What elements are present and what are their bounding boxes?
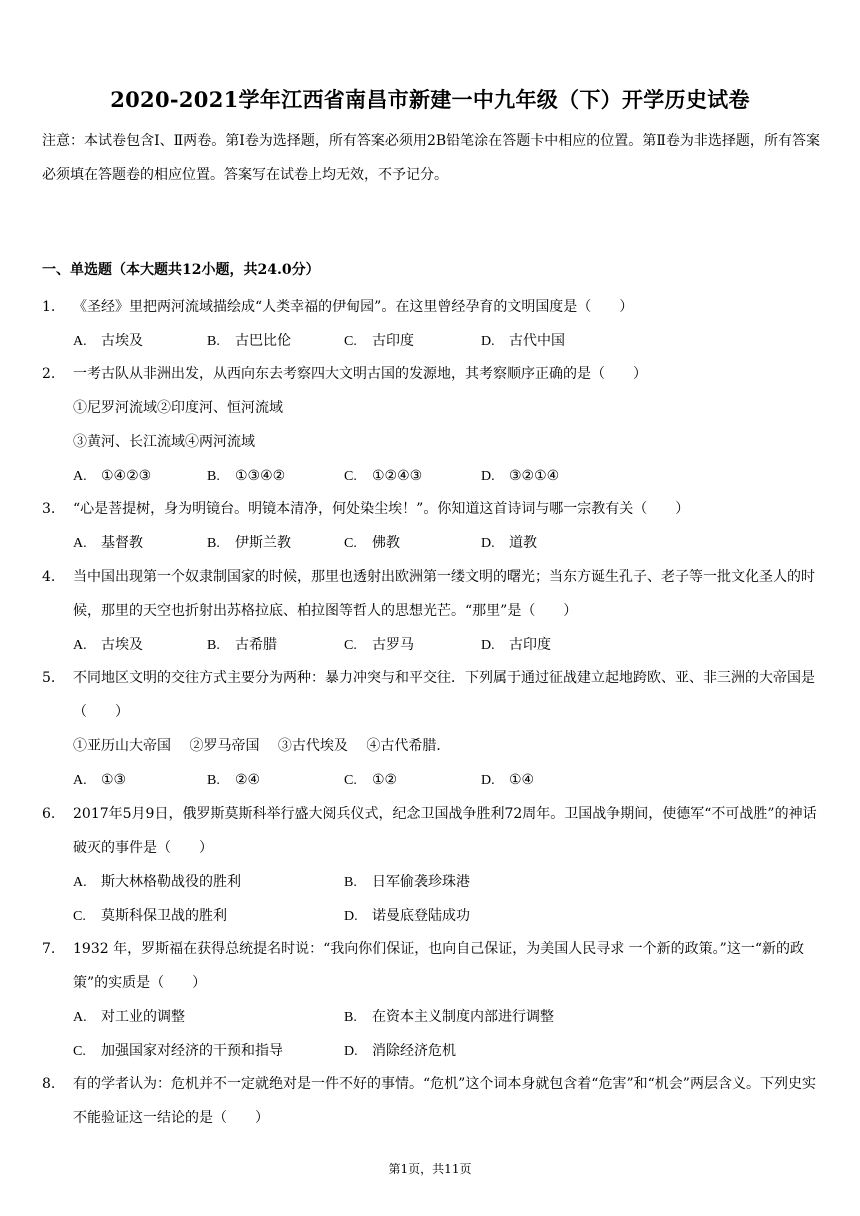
question-3 xyxy=(42,492,820,560)
question-number: 1. xyxy=(42,299,56,315)
page-footer: 第1页，共11页 xyxy=(388,1162,472,1176)
options-row xyxy=(42,628,820,662)
option-a: A. 古埃及 xyxy=(73,333,143,349)
question-stem: “心是菩提树，身为明镜台。明镜本清净，何处染尘埃！”。你知道这首诗词与哪一宗教有关（ ） xyxy=(73,501,690,517)
option-c: C. 莫斯科保卫战的胜利 xyxy=(73,908,227,924)
question-number: 4. xyxy=(42,569,56,585)
question-number: 6. xyxy=(42,806,56,822)
options-row xyxy=(42,324,820,358)
question-number: 8. xyxy=(42,1076,56,1092)
question-5 xyxy=(42,661,820,797)
question-2 xyxy=(42,357,820,493)
question-number: 3. xyxy=(42,501,56,517)
option-b: B. 伊斯兰教 xyxy=(207,535,291,551)
question-stem: 当中国出现第一个奴隶制国家的时候，那里也透射出欧洲第一缕文明的曙光；当东方诞生孔子、老子等一批文化圣人的时候，那里的天空也折射出苏格拉底、柏拉图等哲人的思想光芒。“那里”是（ ） xyxy=(73,569,815,619)
options-row xyxy=(42,899,820,933)
option-d: D. 古印度 xyxy=(481,637,551,653)
option-c: C. 古印度 xyxy=(344,333,414,349)
option-c: C. ①② xyxy=(344,772,398,788)
option-c: C. 古罗马 xyxy=(344,637,414,653)
question-8 xyxy=(42,1067,820,1135)
question-1 xyxy=(42,290,820,358)
option-a: A. 古埃及 xyxy=(73,637,143,653)
option-d: D. ③②①④ xyxy=(481,468,560,484)
option-a: A. 对工业的调整 xyxy=(73,1009,185,1025)
exam-notice: 注意：本试卷包含Ⅰ、Ⅱ两卷。第Ⅰ卷为选择题，所有答案必须用2B铅笔涂在答题卡中相应的位置。第Ⅱ卷为非选择题，所有答案必须填在答题卷的相应位置。答案写在试卷上均无效，不予记分。 xyxy=(42,133,820,183)
page-title: 2020-2021学年江西省南昌市新建一中九年级（下）开学历史试卷 xyxy=(110,87,750,112)
question-number: 5. xyxy=(42,670,56,686)
options-row xyxy=(42,1000,820,1034)
question-stem: 2017年5月9日，俄罗斯莫斯科举行盛大阅兵仪式，纪念卫国战争胜利72周年。卫国战争期间，使德军“不可战胜”的神话破灭的事件是（ ） xyxy=(73,806,817,856)
section-title: 一、单选题（本大题共12小题，共24.0分） xyxy=(42,262,320,278)
option-b: B. 在资本主义制度内部进行调整 xyxy=(344,1009,554,1025)
option-d: D. ①④ xyxy=(481,772,535,788)
option-b: B. ①③④② xyxy=(207,468,286,484)
option-b: B. ②④ xyxy=(207,772,261,788)
question-stem: 有的学者认为：危机并不一定就绝对是一件不好的事情。“危机”这个词本身就包含着“危害”和“机会”两层含义。下列史实不能验证这一结论的是（ ） xyxy=(73,1076,816,1126)
question-7 xyxy=(42,932,820,1068)
option-d: D. 诺曼底登陆成功 xyxy=(344,908,470,924)
options-row xyxy=(42,1034,820,1068)
question-extra-line: ①尼罗河流域②印度河、恒河流域 xyxy=(73,400,283,416)
option-a: A. 斯大林格勒战役的胜利 xyxy=(73,874,241,890)
option-c: C. 加强国家对经济的干预和指导 xyxy=(73,1043,283,1059)
option-b: B. 古巴比伦 xyxy=(207,333,291,349)
options-row xyxy=(42,526,820,560)
options-row xyxy=(42,865,820,899)
options-row xyxy=(42,763,820,797)
option-d: D. 道教 xyxy=(481,535,537,551)
question-number: 2. xyxy=(42,366,56,382)
question-6 xyxy=(42,797,820,933)
question-stem: 不同地区文明的交往方式主要分为两种：暴力冲突与和平交往．下列属于通过征战建立起地跨欧、亚、非三洲的大帝国是（ ） xyxy=(73,670,815,720)
option-c: C. 佛教 xyxy=(344,535,400,551)
option-d: D. 消除经济危机 xyxy=(344,1043,456,1059)
option-c: C. ①②④③ xyxy=(344,468,423,484)
question-number: 7. xyxy=(42,941,56,957)
question-4 xyxy=(42,560,820,662)
option-d: D. 古代中国 xyxy=(481,333,565,349)
question-extra-line: ③黄河、长江流域④两河流域 xyxy=(73,434,255,450)
question-extra-line: ①亚历山大帝国 ②罗马帝国 ③古代埃及 ④古代希腊． xyxy=(73,738,451,754)
option-a: A. ①④②③ xyxy=(73,468,152,484)
option-b: B. 日军偷袭珍珠港 xyxy=(344,874,470,890)
option-b: B. 古希腊 xyxy=(207,637,277,653)
question-stem: 《圣经》里把两河流域描绘成“人类幸福的伊甸园”。在这里曾经孕育的文明国度是（ ） xyxy=(73,299,634,315)
question-stem: 1932 年，罗斯福在获得总统提名时说：“我向你们保证，也向自己保证，为美国人民寻求 一个新的政策。”这一“新的政策”的实质是（ ） xyxy=(73,941,804,991)
option-a: A. 基督教 xyxy=(73,535,143,551)
option-a: A. ①③ xyxy=(73,772,127,788)
question-stem: 一考古队从非洲出发，从西向东去考察四大文明古国的发源地，其考察顺序正确的是（ ） xyxy=(73,366,647,382)
options-row xyxy=(42,459,820,493)
